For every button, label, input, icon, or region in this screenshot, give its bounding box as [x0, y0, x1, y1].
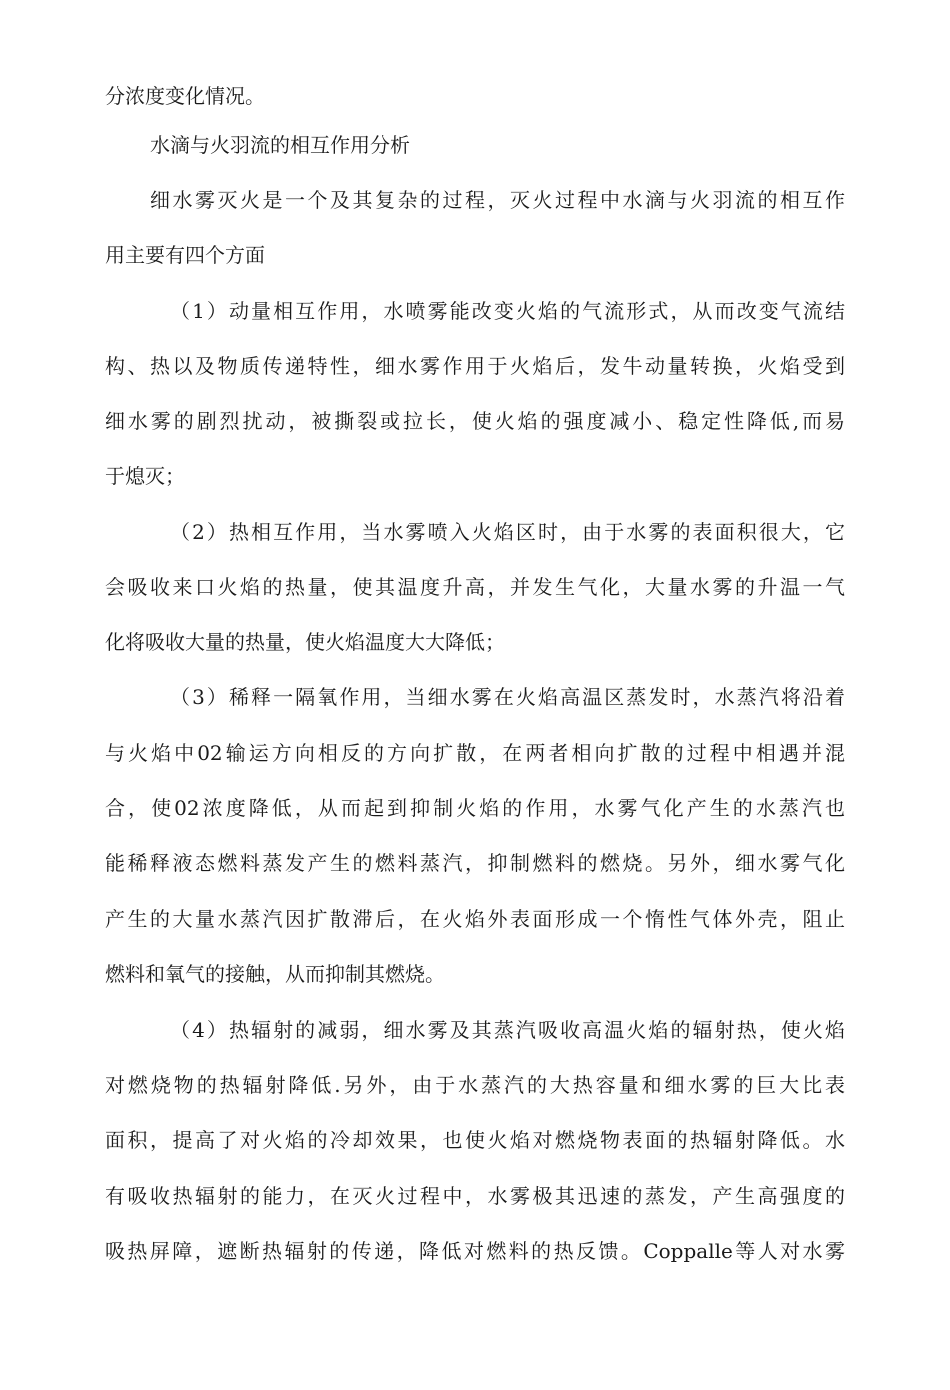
- text-line: 产生的大量水蒸汽因扩散滞后，在火焰外表面形成一个惰性气体外壳，阻止: [105, 907, 845, 931]
- text-line: 细水雾灭火是一个及其复杂的过程，灭火过程中水滴与火羽流的相互作: [150, 188, 845, 212]
- text-line: 能稀释液态燃料蒸发产生的燃料蒸汽，抑制燃料的燃烧。另外，细水雾气化: [105, 851, 845, 875]
- section-heading: 水滴与火羽流的相互作用分析: [150, 133, 410, 157]
- text-line: 与火焰中02输运方向相反的方向扩散，在两者相向扩散的过程中相遇并混: [105, 741, 845, 765]
- text-line: 吸热屏障，遮断热辐射的传递，降低对燃料的热反馈。Coppalle等人对水雾: [105, 1239, 845, 1263]
- text-line: （2）热相互作用，当水雾喷入火焰区时，由于水雾的表面积很大，它: [170, 520, 845, 544]
- text-line: 分浓度变化情况。: [105, 84, 265, 108]
- text-line: 燃料和氧气的接触，从而抑制其燃烧。: [105, 962, 445, 986]
- text-line: 于熄灭；: [105, 464, 185, 488]
- text-line: 细水雾的剧烈扰动，被撕裂或拉长，使火焰的强度减小、稳定性降低,而易: [105, 409, 845, 433]
- text-line: 对燃烧物的热辐射降低.另外，由于水蒸汽的大热容量和细水雾的巨大比表: [105, 1073, 845, 1097]
- text-line: 合，使02浓度降低，从而起到抑制火焰的作用，水雾气化产生的水蒸汽也: [105, 796, 845, 820]
- text-line: 面积，提高了对火焰的冷却效果，也使火焰对燃烧物表面的热辐射降低。水: [105, 1128, 845, 1152]
- text-line: 化将吸收大量的热量，使火焰温度大大降低；: [105, 630, 505, 654]
- text-line: （1）动量相互作用，水喷雾能改变火焰的气流形式，从而改变气流结: [170, 299, 845, 323]
- text-line: （4）热辐射的减弱，细水雾及其蒸汽吸收高温火焰的辐射热，使火焰: [170, 1018, 845, 1042]
- text-line: 有吸收热辐射的能力，在灭火过程中，水雾极其迅速的蒸发，产生高强度的: [105, 1184, 845, 1208]
- text-line: （3）稀释一隔氧作用，当细水雾在火焰高温区蒸发时，水蒸汽将沿着: [170, 685, 845, 709]
- text-line: 用主要有四个方面: [105, 243, 265, 267]
- text-line: 构、热以及物质传递特性，细水雾作用于火焰后，发牛动量转换，火焰受到: [105, 354, 845, 378]
- text-line: 会吸收来口火焰的热量，使其温度升高，并发生气化，大量水雾的升温一气: [105, 575, 845, 599]
